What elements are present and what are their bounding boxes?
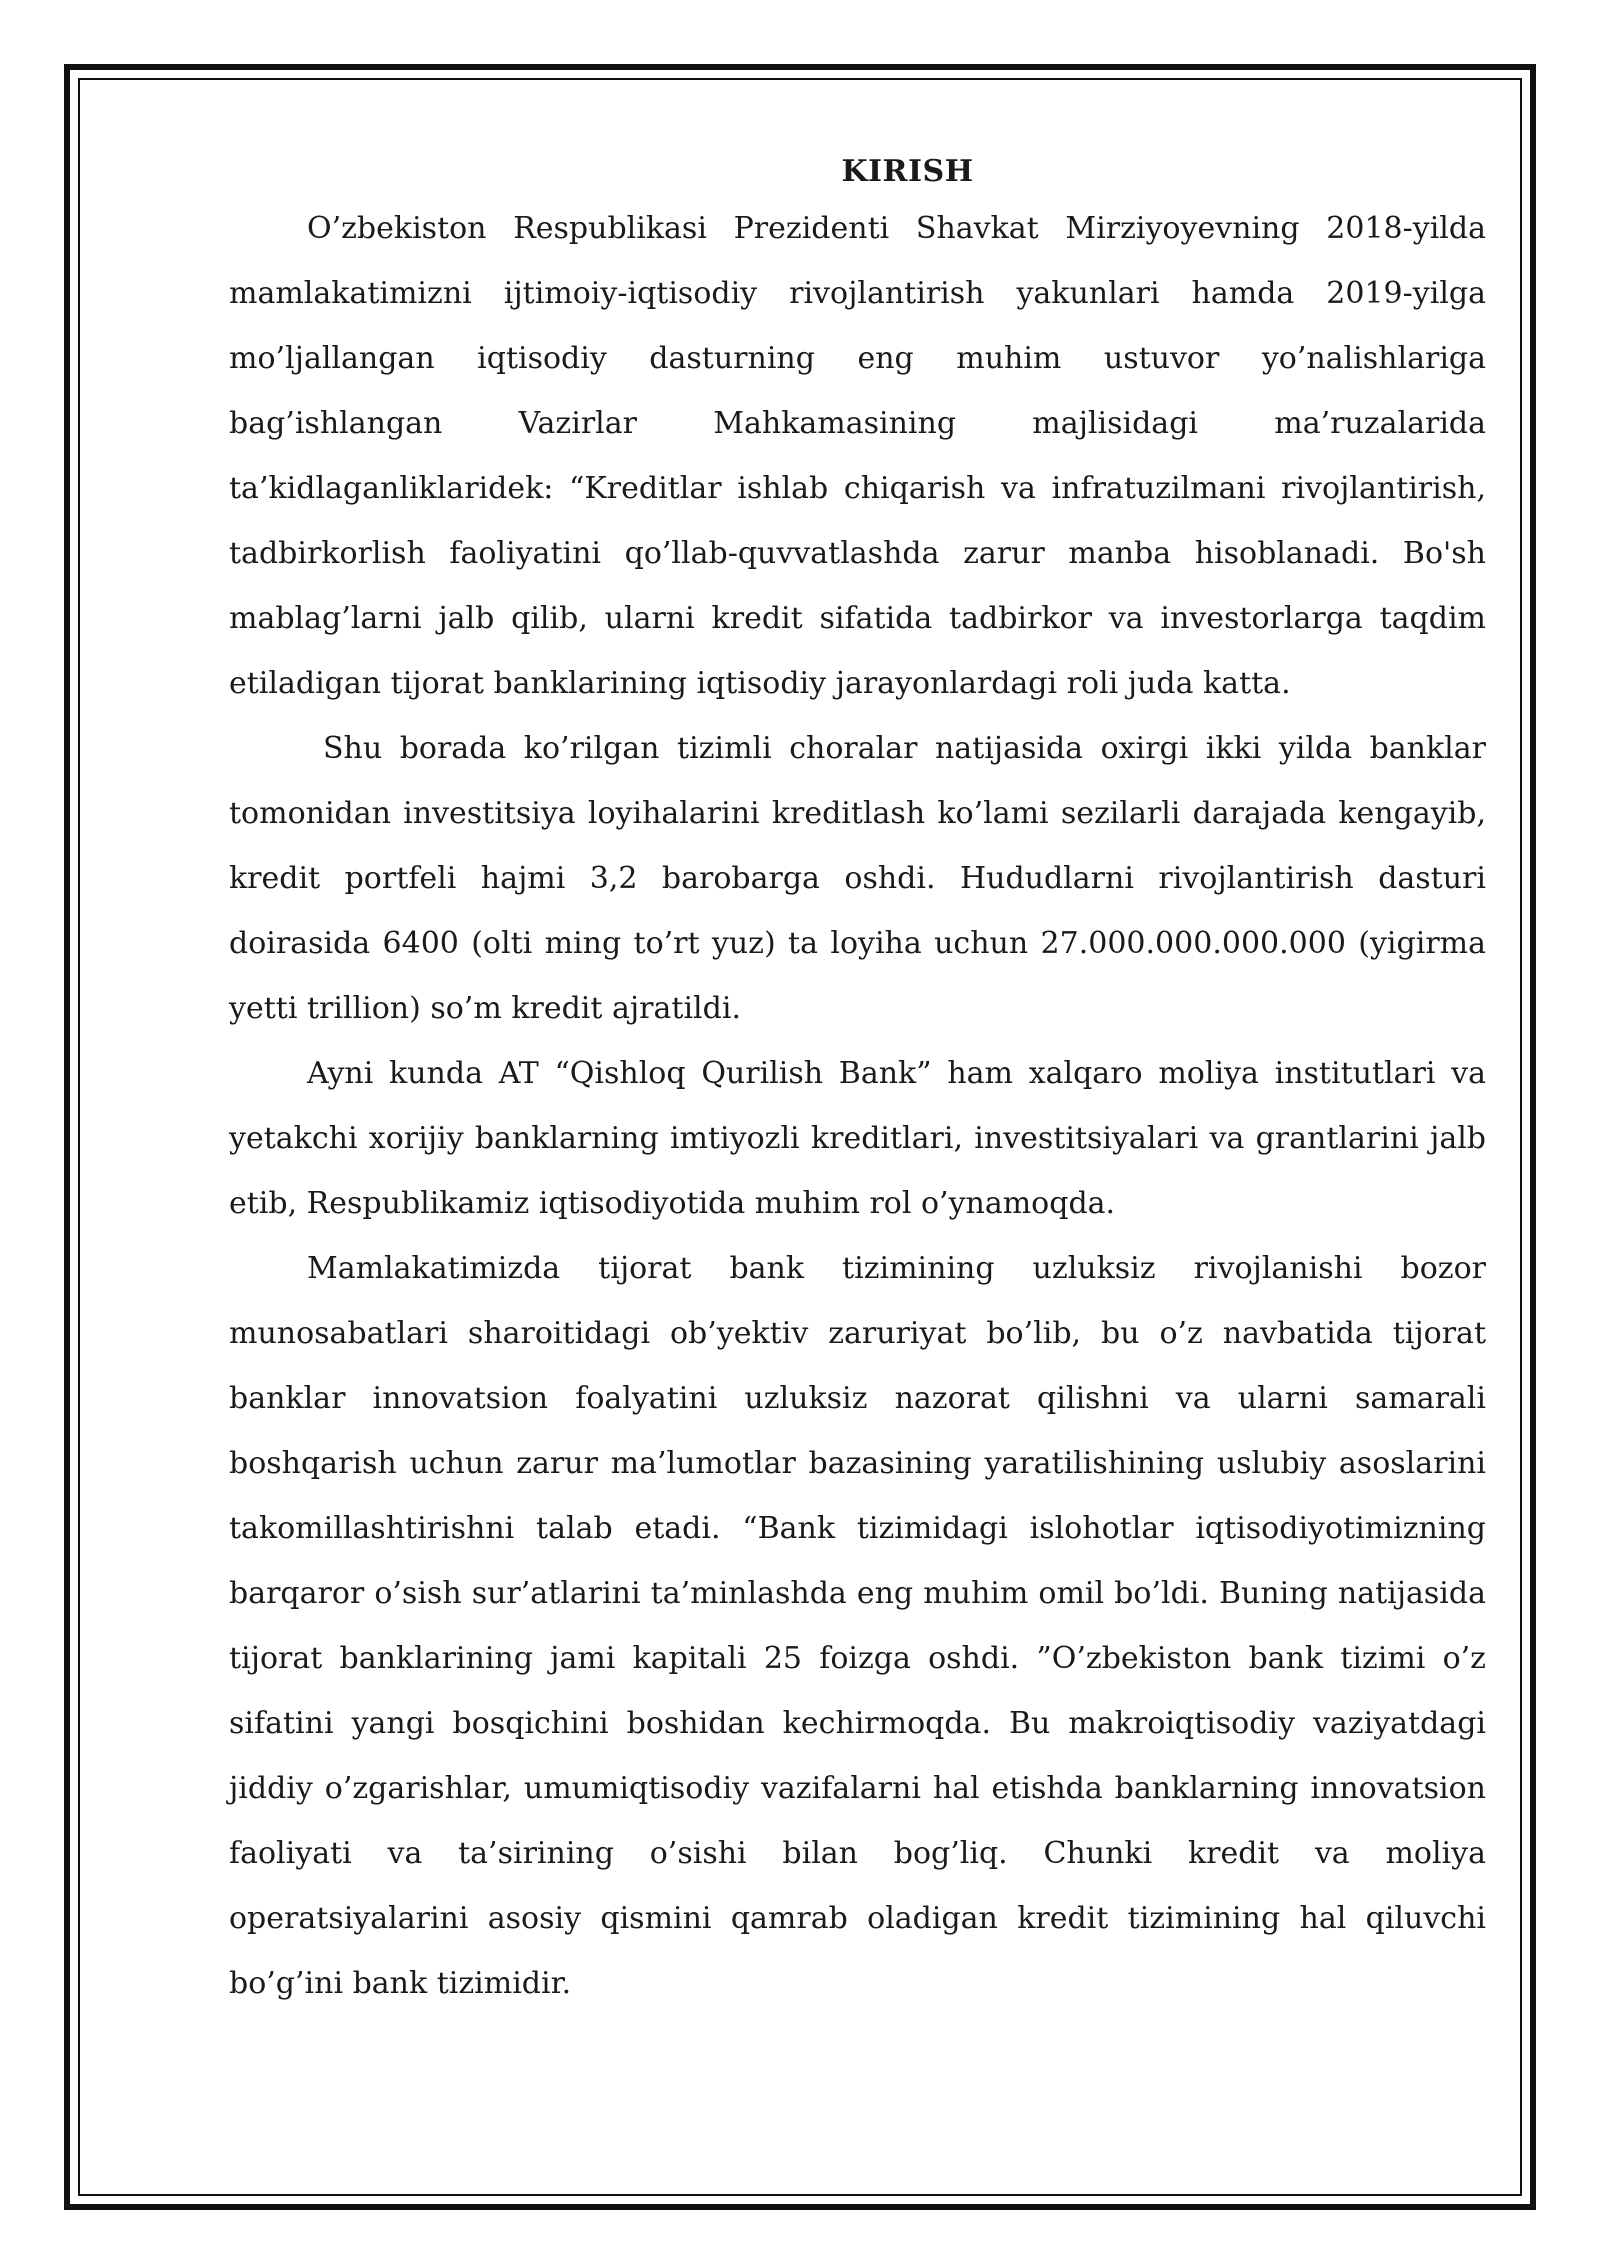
paragraph-2: Shu borada ko’rilgan tizimli choralar natijasida oxirgi ikki yilda banklar tomonidan investitsiya loyihalarini kreditlash ko’lami sezilarli darajada kengayib, kredit portfeli hajmi 3,2 barobarga oshdi. Hududlarni rivojlantirish dasturi doirasida 6400 (olti ming to’rt yuz) ta loyiha uchun 27.000.000.000.000 (yigirma yetti trillion) so’m kredit ajratildi. bbox=[229, 731, 1486, 1026]
document-body bbox=[229, 150, 1486, 2016]
paragraph-4: Mamlakatimizda tijorat bank tizimining uzluksiz rivojlanishi bozor munosabatlari sharoitidagi ob’yektiv zaruriyat bo’lib, bu o’z navbatida tijorat banklar innovatsion foalyatini uzluksiz nazorat qilishni va ularni samarali boshqarish uchun zarur ma’lumotlar bazasining yaratilishining uslubiy asoslarini takomillashtirishni talab etadi. “Bank tizimidagi islohotlar iqtisodiyotimizning barqaror o’sish sur’atlarini ta’minlashda eng muhim omil bo’ldi. Buning natijasida tijorat banklarining jami kapitali 25 foizga oshdi. ”O’zbekiston bank tizimi o’z sifatini yangi bosqichini boshidan kechirmoqda. Bu makroiqtisodiy vaziyatdagi jiddiy o’zgarishlar, umumiqtisodiy vazifalarni hal etishda banklarning innovatsion faoliyati va ta’sirining o’sishi bilan bog’liq. Chunki kredit va moliya operatsiyalarini asosiy qismini qamrab oladigan kredit tizimining hal qiluvchi bo’g’ini bank tizimidir. bbox=[229, 1251, 1486, 2001]
paragraph-3: Ayni kunda AT “Qishloq Qurilish Bank” ham xalqaro moliya institutlari va yetakchi xorijiy banklarning imtiyozli kreditlari, investitsiyalari va grantlarini jalb etib, Respublikamiz iqtisodiyotida muhim rol o’ynamoqda. bbox=[229, 1056, 1486, 1221]
page-title: KIRISH bbox=[841, 154, 974, 189]
paragraph-1: O’zbekiston Respublikasi Prezidenti Shavkat Mirziyoyevning 2018-yilda mamlakatimizni ijtimoiy-iqtisodiy rivojlantirish yakunlari hamda 2019-yilga mo’ljallangan iqtisodiy dasturning eng muhim ustuvor yo’nalishlariga bag’ishlangan Vazirlar Mahkamasining majlisidagi ma’ruzalarida ta’kidlaganliklaridek: “Kreditlar ishlab chiqarish va infratuzilmani rivojlantirish, tadbirkorlish faoliyatini qo’llab-quvvatlashda zarur manba hisoblanadi. Bo'sh mablag’larni jalb qilib, ularni kredit sifatida tadbirkor va investorlarga taqdim etiladigan tijorat banklarining iqtisodiy jarayonlardagi roli juda katta. bbox=[229, 211, 1486, 701]
